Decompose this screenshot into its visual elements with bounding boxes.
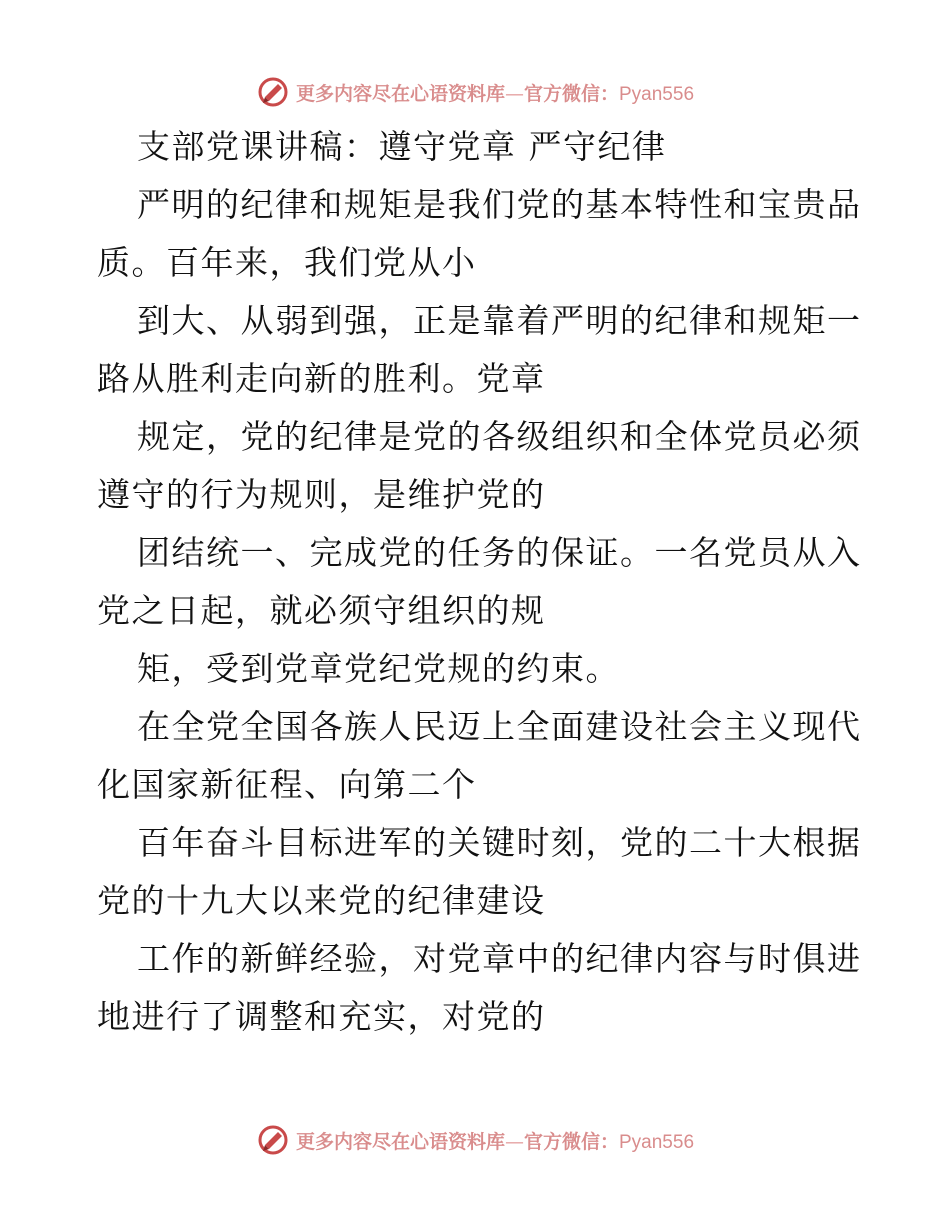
text-line: 党之日起，就必须守组织的规: [97, 591, 546, 630]
text-line: 党的十九大以来党的纪律建设: [97, 881, 546, 920]
text-line: 团结统一、完成党的任务的保证。一名党员从入: [137, 533, 862, 572]
text-line: 在全党全国各族人民迈上全面建设社会主义现代: [137, 707, 862, 746]
text-line: 规定，党的纪律是党的各级组织和全体党员必须: [137, 417, 862, 456]
text-line: 路从胜利走向新的胜利。党章: [97, 359, 546, 398]
text-line: 工作的新鲜经验，对党章中的纪律内容与时俱进: [137, 939, 862, 978]
watermark-text: 更多内容尽在心语资料库—官方微信：Pyan556: [295, 1130, 695, 1153]
footer-watermark: [0, 1120, 950, 1160]
watermark-text: 更多内容尽在心语资料库—官方微信：Pyan556: [295, 82, 695, 105]
pen-logo-icon: [256, 1123, 290, 1157]
text-line: 到大、从弱到强，正是靠着严明的纪律和规矩一: [137, 301, 862, 340]
text-line: 百年奋斗目标进军的关键时刻，党的二十大根据: [137, 823, 862, 862]
document-title: 支部党课讲稿：遵守党章 严守纪律: [137, 127, 667, 166]
text-line: 严明的纪律和规矩是我们党的基本特性和宝贵品: [137, 185, 862, 224]
text-line: 遵守的行为规则，是维护党的: [97, 475, 546, 514]
text-line: 质。百年来，我们党从小: [97, 243, 477, 282]
header-watermark: [0, 72, 950, 112]
text-line: 地进行了调整和充实，对党的: [97, 997, 546, 1036]
pen-logo-icon: [256, 75, 290, 109]
text-line: 矩，受到党章党纪党规的约束。: [137, 649, 620, 688]
document-body: [97, 118, 862, 1046]
text-line: 化国家新征程、向第二个: [97, 765, 477, 804]
